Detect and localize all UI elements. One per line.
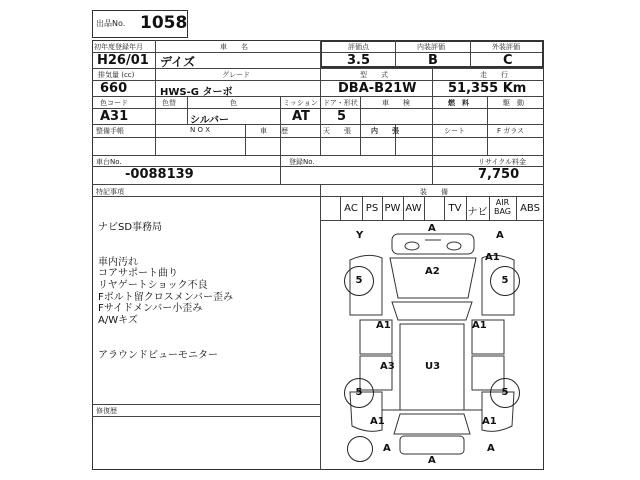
color-value: シルバー	[190, 115, 230, 126]
note-line: コアサポート曲り	[98, 268, 178, 280]
mark-a1-mid-right: A1	[472, 320, 487, 331]
name-value: デイズ	[160, 55, 196, 69]
fuel-label: 燃 料	[448, 99, 469, 107]
grade-value: HWS-G ターボ	[160, 87, 233, 98]
equipment-item: PS	[365, 203, 379, 214]
note-line: リヤゲートショック不良	[98, 280, 208, 291]
model-label: 型 式	[360, 71, 388, 79]
mark-y: Y	[356, 230, 364, 241]
score-value: 3.5	[347, 53, 371, 68]
nox-label: N O X	[190, 126, 210, 134]
equipment-item: ナビ	[467, 207, 488, 218]
equipment-item: PW	[384, 203, 401, 214]
drive-label: 駆 動	[503, 99, 524, 107]
registration-label: 登録No.	[289, 158, 315, 166]
year-value: H26/01	[97, 53, 149, 68]
car-diagram	[320, 220, 544, 470]
chassis-value: -0088139	[125, 167, 194, 182]
grade-label: グレード	[222, 71, 250, 79]
mark-a-right: A	[496, 230, 504, 241]
chassis-label: 車台No.	[96, 158, 122, 166]
color-code-label: 色コード	[100, 99, 128, 107]
equipment-item: TV	[448, 203, 462, 214]
name-label: 車 名	[220, 43, 248, 51]
exterior-value: C	[503, 53, 513, 68]
tire-front-left: 5	[344, 266, 374, 296]
mission-label: ミッション	[283, 99, 318, 107]
recycle-value: 7,750	[478, 167, 520, 182]
doors-label: ドア・形状	[323, 99, 358, 107]
note-line: Fボルト留クロスメンバー歪み	[98, 291, 234, 303]
mark-a-bottom-left: A	[383, 443, 391, 454]
history-label: 車 歴	[260, 127, 288, 135]
spare-tire	[347, 436, 373, 462]
cc-label: 排気量 (cc)	[98, 71, 135, 79]
interior-lining-label: 内 張	[371, 127, 399, 135]
glass-label: F ガラス	[497, 127, 525, 135]
note-line: アラウンドビューモニター	[98, 349, 218, 361]
mark-a-top: A	[428, 223, 436, 234]
mark-a-bottom-right: A	[487, 443, 495, 454]
tire-rear-right: 5	[490, 378, 520, 408]
mission-value: AT	[292, 109, 310, 124]
equipment-label: 装 備	[420, 188, 448, 196]
color-change-label: 色替	[162, 99, 176, 107]
mark-a1-mid-left: A1	[376, 320, 391, 331]
equipment-item: ABS	[520, 203, 540, 214]
note-line: Fサイドメンバー小歪み	[98, 303, 203, 315]
mileage-label: 走 行	[480, 71, 508, 79]
model-value: DBA-B21W	[338, 81, 417, 96]
color-code-value: A31	[100, 109, 129, 124]
seat-label: シート	[444, 127, 465, 135]
equipment-item: AIR BAG	[493, 198, 512, 216]
inspection-label: 車 検	[382, 99, 410, 107]
note-line: 車内汚れ	[98, 256, 138, 268]
mark-a3: A3	[380, 361, 395, 372]
manual-label: 整備手帳	[96, 127, 124, 135]
mark-a1-top-right: A1	[485, 252, 500, 263]
mark-a1-bottom-left: A1	[370, 416, 385, 427]
equipment-item: AC	[344, 203, 358, 214]
mark-a1-bottom-right: A1	[482, 416, 497, 427]
tire-rear-left: 5	[344, 378, 374, 408]
cc-value: 660	[100, 81, 128, 96]
roof-label: 天 張	[323, 127, 351, 135]
interior-label: 内装評価	[417, 43, 445, 51]
mark-a-bottom: A	[428, 455, 436, 466]
lot-number: 1058	[140, 13, 188, 33]
note-line: A/Wキズ	[98, 314, 138, 326]
recycle-label: リサイクル料金	[478, 158, 527, 166]
interior-value: B	[428, 53, 438, 68]
repair-label: 修復歴	[96, 407, 117, 415]
tire-front-right: 5	[490, 266, 520, 296]
score-label: 評価点	[348, 43, 369, 51]
note-line: ナビSD事務局	[98, 222, 163, 233]
year-label: 初年度登録年月	[94, 43, 143, 51]
notes-label: 特記事項	[96, 188, 124, 196]
mileage-value: 51,355 Km	[448, 81, 527, 96]
equipment-item: AW	[405, 203, 422, 214]
mark-u3: U3	[425, 361, 441, 372]
mark-a2: A2	[425, 266, 440, 277]
doors-value: 5	[337, 109, 347, 124]
exterior-label: 外装評価	[492, 43, 520, 51]
color-label: 色	[230, 99, 237, 107]
lot-label: 出品No.	[96, 19, 126, 28]
